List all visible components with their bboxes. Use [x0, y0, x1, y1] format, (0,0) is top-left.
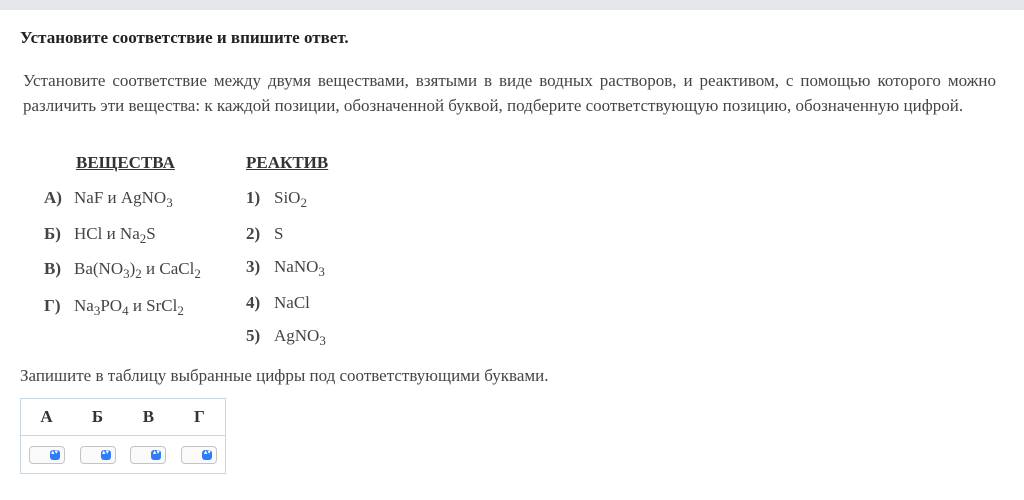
select-arrows-icon: ▴▾: [50, 450, 60, 460]
substance-item-a: [44, 188, 173, 208]
reagent-number: 1): [246, 188, 261, 207]
formula-subscript: 2: [139, 231, 147, 246]
substance-label: Г): [44, 296, 61, 315]
formula-subscript: 3: [319, 333, 326, 348]
formula-text: NaNO: [274, 257, 319, 276]
reagents-header: РЕАКТИВ: [246, 153, 329, 172]
reagent-number: 5): [246, 326, 261, 345]
answer-select-g[interactable]: [181, 446, 217, 464]
substance-label: А): [44, 188, 62, 207]
formula-subscript: 3: [318, 264, 325, 279]
formula-subscript: 3: [93, 303, 101, 318]
answer-column-a: А: [21, 399, 73, 436]
formula-subscript: 2: [135, 266, 142, 281]
substance-item-g: [44, 296, 184, 316]
answer-input-row: [21, 436, 226, 474]
substance-item-b: [44, 224, 156, 244]
top-bar: [0, 0, 1024, 10]
reagent-item-5: [246, 326, 326, 346]
formula-subscript: 4: [122, 303, 129, 318]
select-arrows-icon: ▴▾: [101, 450, 111, 460]
formula-text: NaF и AgNO: [74, 188, 167, 207]
formula-subscript: 2: [300, 195, 307, 210]
formula-text: S: [274, 224, 284, 243]
reagent-item-2: [246, 224, 283, 244]
answer-header-row: [21, 399, 226, 436]
formula-text: S: [146, 224, 156, 243]
reagent-item-4: [246, 293, 310, 313]
reagent-number: 3): [246, 257, 261, 276]
substance-label: В): [44, 259, 61, 278]
formula-subscript: 3: [166, 195, 173, 210]
reagent-number: 2): [246, 224, 261, 243]
select-arrows-icon: ▴▾: [202, 450, 212, 460]
formula-text: Ba(NO: [74, 259, 124, 278]
answer-table: [20, 398, 226, 474]
substances-header: ВЕЩЕСТВА: [76, 153, 175, 172]
formula-text: SiO: [274, 188, 301, 207]
answer-select-b[interactable]: [80, 446, 116, 464]
answer-column-b: Б: [72, 399, 123, 436]
task-heading: Установите соответствие и впишите ответ.: [20, 28, 349, 47]
formula-text: и SrCl: [128, 296, 178, 315]
formula-text: NaCl: [274, 293, 310, 312]
reagent-item-3: [246, 257, 325, 277]
formula-text: и CaCl: [141, 259, 195, 278]
task-statement: Установите соответствие между двумя веществами, взятыми в виде водных растворов, и реактивом, с помощью которого можно различить эти вещества: к каждой позиции, обозначенной буквой, подберите соответствующую позицию, обозначенную цифрой.: [23, 71, 996, 115]
reagent-number: 4): [246, 293, 261, 312]
substance-label: Б): [44, 224, 61, 243]
answer-column-v: В: [123, 399, 174, 436]
answer-select-a[interactable]: [29, 446, 65, 464]
substance-item-c: [44, 259, 201, 279]
answer-select-v[interactable]: [130, 446, 166, 464]
select-arrows-icon: ▴▾: [151, 450, 161, 460]
reagent-item-1: [246, 188, 307, 208]
formula-subscript: 3: [123, 266, 130, 281]
answer-instruction: Запишите в таблицу выбранные цифры под соответствующими буквами.: [20, 366, 549, 385]
answer-column-g: Г: [174, 399, 226, 436]
formula-text: AgNO: [274, 326, 320, 345]
formula-text: PO: [100, 296, 123, 315]
formula-text: HCl и Na: [74, 224, 140, 243]
formula-text: Na: [74, 296, 94, 315]
formula-subscript: 2: [194, 266, 201, 281]
formula-subscript: 2: [177, 303, 184, 318]
formula-text: ): [129, 259, 136, 278]
